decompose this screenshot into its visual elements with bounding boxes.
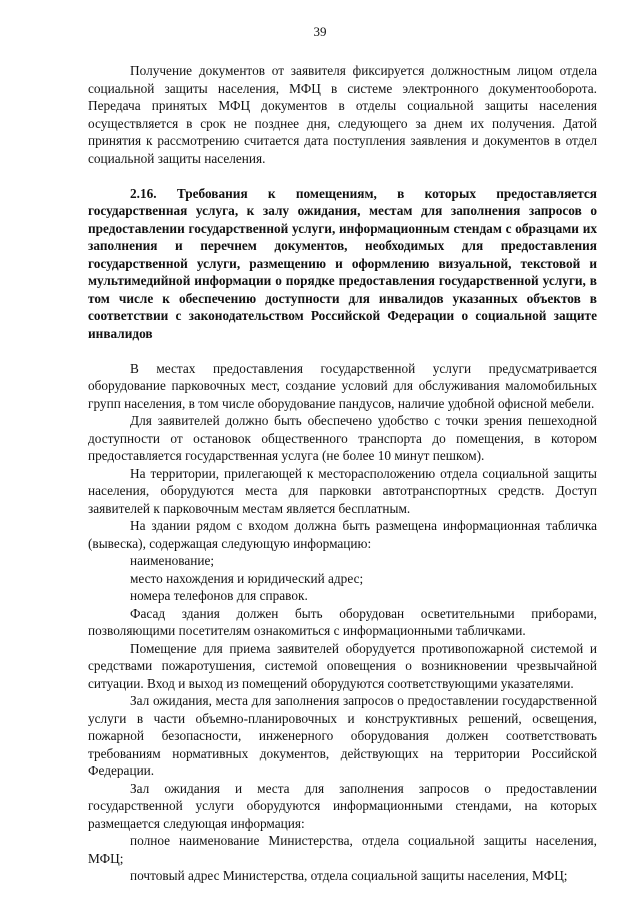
- document-body: [88, 62, 597, 885]
- list-item-name: наименование;: [130, 553, 215, 568]
- list-item-address: место нахождения и юридический адрес;: [130, 570, 364, 586]
- list-item-full-name: полное наименование Министерства, отдела социальной защиты населения, МФЦ;: [88, 833, 597, 866]
- paragraph-pedestrian-access: Для заявителей должно быть обеспечено удобство с точки зрения пешеходной доступности от остановок общественного транспорта до помещения, в котором предоставляется государственная услуга (не более 10 минут пешком).: [88, 413, 597, 463]
- paragraph-document-receipt: Получение документов от заявителя фиксируется должностным лицом отдела социальной защиты населения, МФЦ в системе электронного документооборота. Передача принятых МФЦ документов в отделы социальной защиты населения осуществляется в срок не позднее дня, следующего за днем их получения. Датой принятия к рассмотрению считается дата поступления заявления и документов в отдел социальной защиты населения.: [88, 63, 597, 166]
- page-number: 39: [313, 24, 327, 39]
- list-item-postal-address: почтовый адрес Министерства, отдела социальной защиты населения, МФЦ;: [130, 868, 568, 883]
- paragraph-waiting-hall-requirements: Зал ожидания, места для заполнения запросов о предоставлении государственной услуги в части объемно-планировочных и конструктивных решений, освещения, пожарной безопасности, инженерного оборудования должен соответствовать требованиям нормативных документов, действующих на территории Российской Федерации.: [88, 693, 597, 778]
- section-heading-2-16: 2.16. Требования к помещениям, в которых предоставляется государственная услуга, к залу ожидания, местам для заполнения запросов о предоставлении государственной услуги, информационным стендам с образцами их заполнения и перечнем документов, необходимых для предоставления государственной услуги, размещению и оформлению визуальной, текстовой и мультимедийной информации о порядке предоставления государственной услуги, в том числе к обеспечению доступности для инвалидов указанных объектов в соответствии с законодательством Российской Федерации о социальной защите инвалидов: [88, 185, 597, 341]
- paragraph-parking-accessibility: В местах предоставления государственной услуги предусматривается оборудование парковочных мест, создание условий для обслуживания маломобильных групп населения, в том числе оборудование пандусов, наличие удобной офисной мебели.: [88, 360, 597, 411]
- paragraph-fire-safety: Помещение для приема заявителей оборудуется противопожарной системой и средствами пожаротушения, системой оповещения о возникновении чрезвычайной ситуации. Вход и выход из помещений оборудуются соответствующими указателями.: [88, 640, 597, 691]
- list-item-phones: номера телефонов для справок.: [130, 588, 308, 603]
- paragraph-facade-lighting: Фасад здания должен быть оборудован осветительными приборами, позволяющими посетителям ознакомиться с информационными табличками.: [88, 605, 597, 638]
- paragraph-information-stands: Зал ожидания и места для заполнения запросов о предоставлении государственной услуги оборудуются информационными стендами, на которых размещается следующая информация:: [88, 780, 597, 831]
- paragraph-parking-territory: На территории, прилегающей к месторасположению отдела социальной защиты населения, оборудуются места для парковки автотранспортных средств. Доступ заявителей к парковочным местам является бесплатным.: [88, 465, 597, 516]
- paragraph-info-sign: На здании рядом с входом должна быть размещена информационная табличка (вывеска), содержащая следующую информацию:: [88, 518, 597, 551]
